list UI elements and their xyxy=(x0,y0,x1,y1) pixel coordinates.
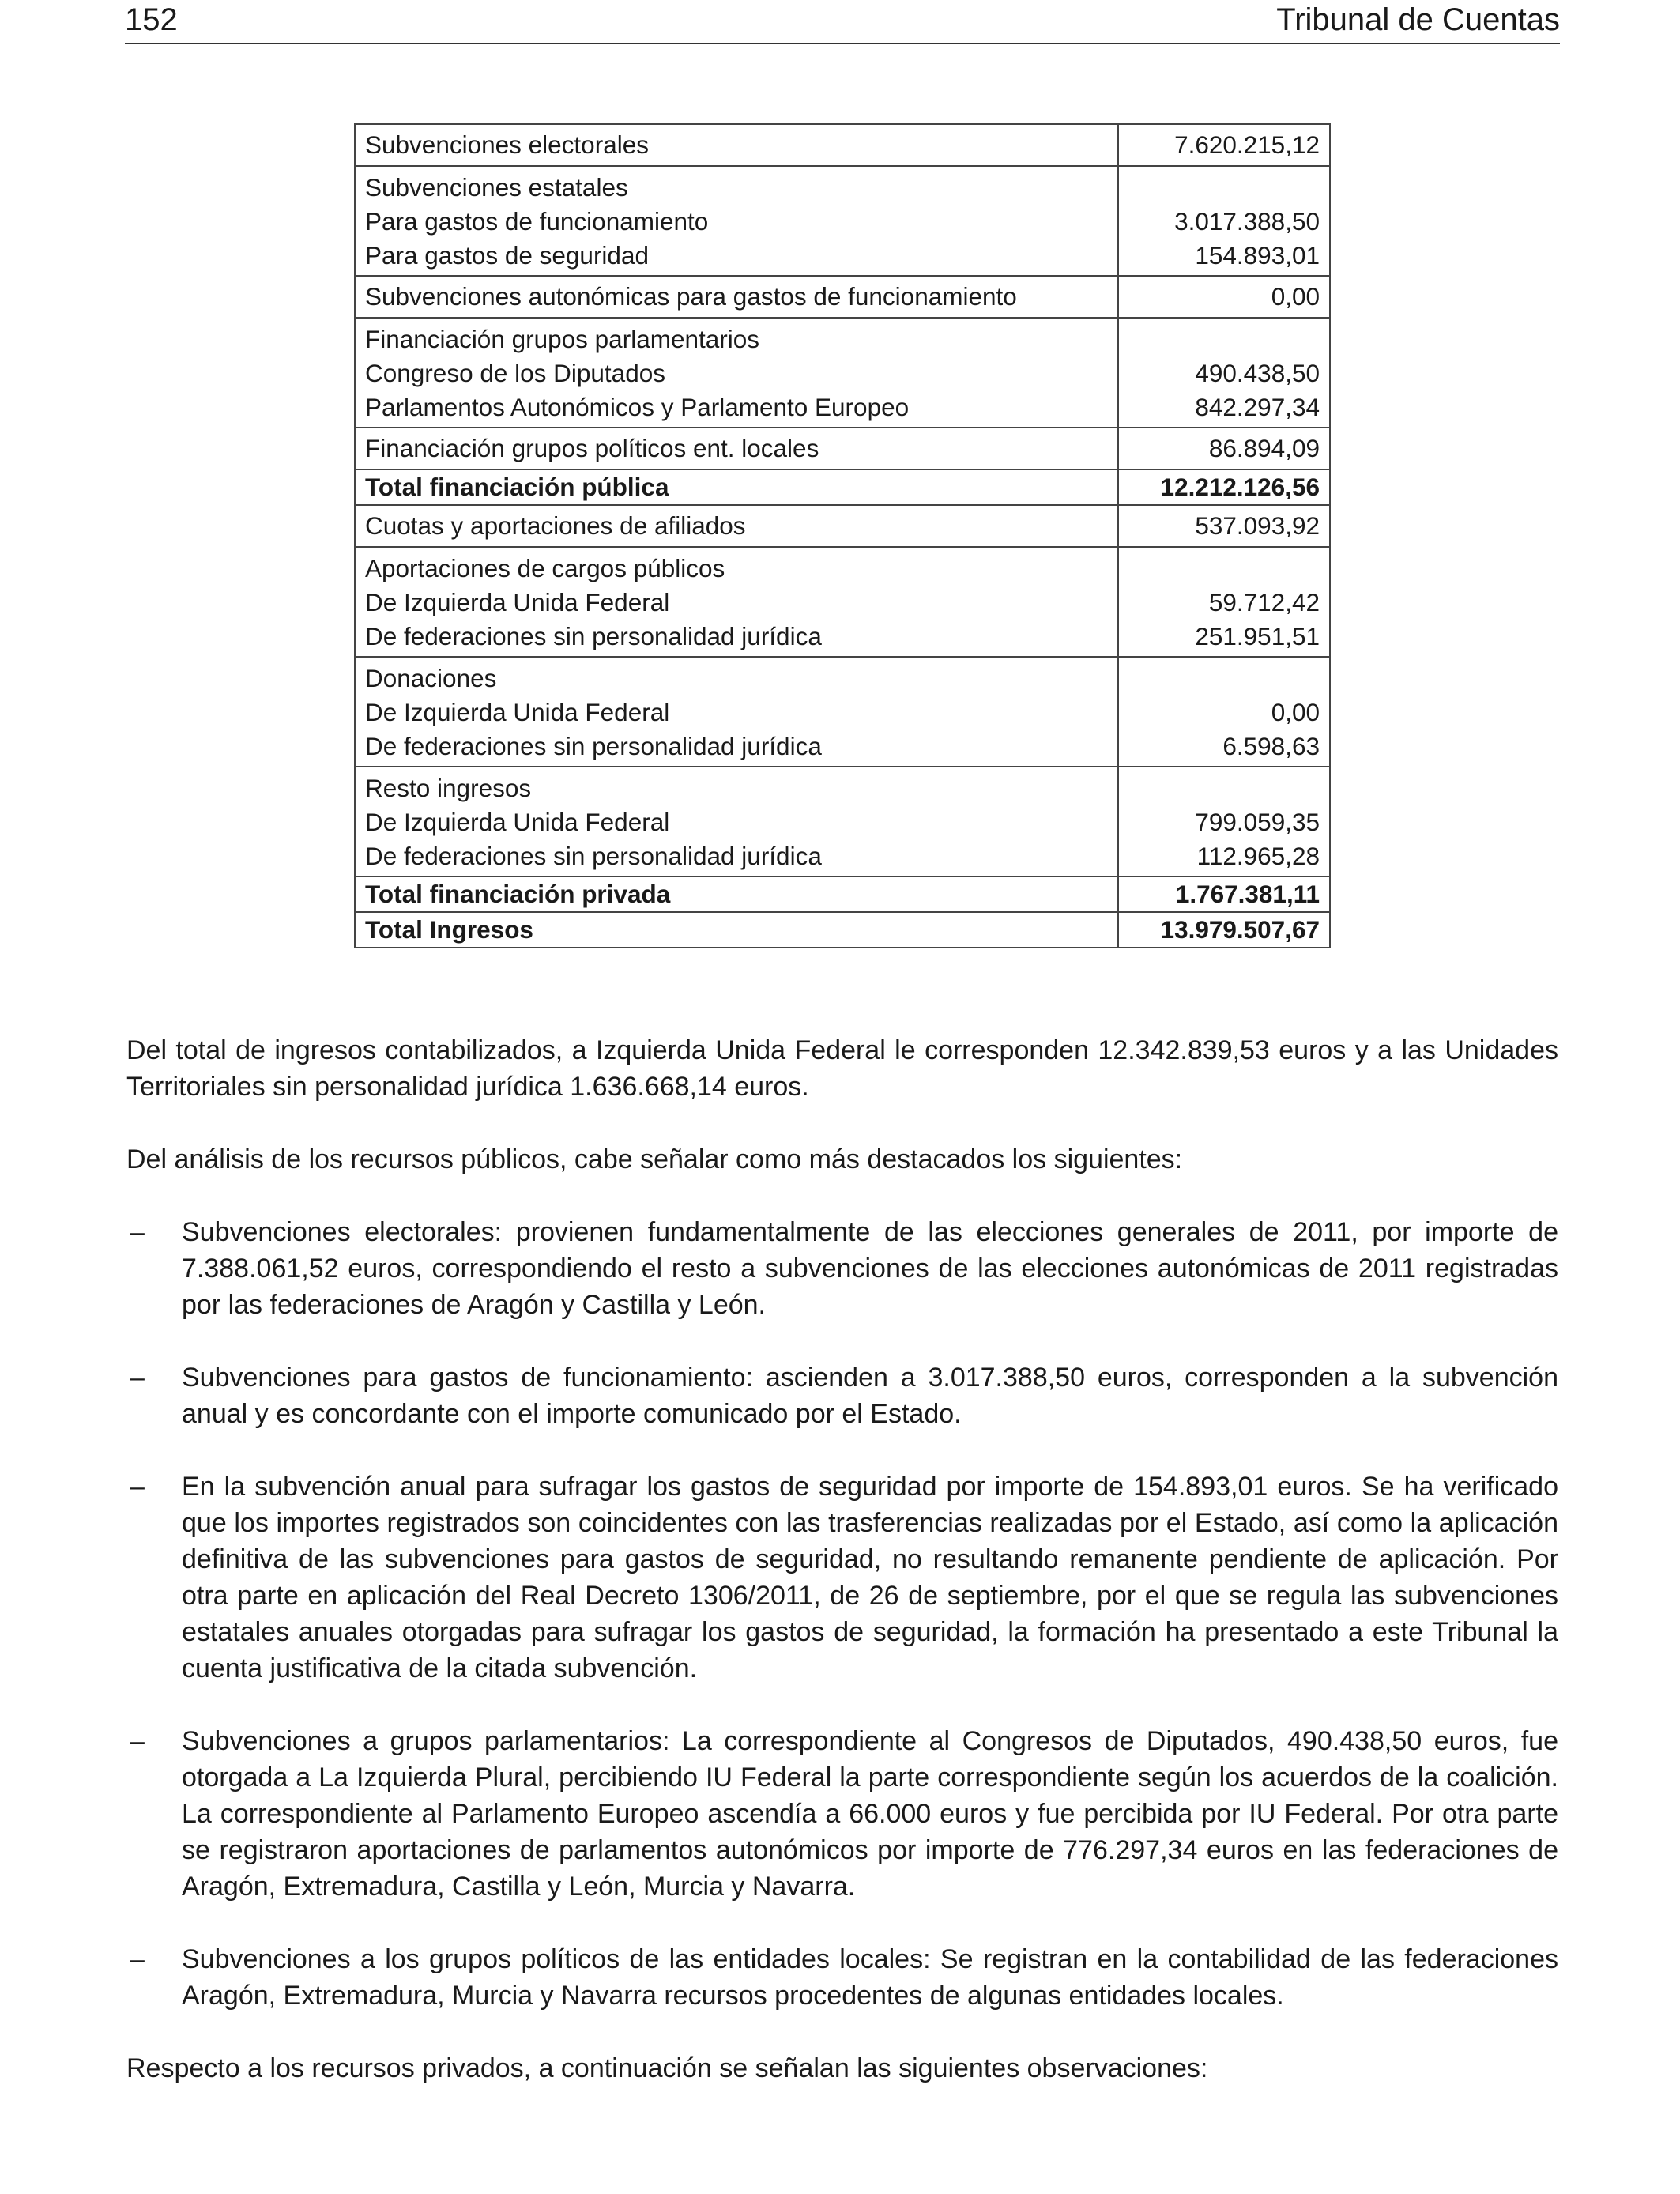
row-amount xyxy=(1128,662,1320,696)
income-table xyxy=(354,123,1331,948)
row-amount: 112.965,28 xyxy=(1196,842,1320,870)
row-amount: 799.059,35 xyxy=(1195,808,1320,836)
row-amount: 251.951,51 xyxy=(1195,622,1320,650)
paragraph-public-resources-intro: Del análisis de los recursos públicos, cabe señalar como más destacados los siguientes: xyxy=(126,1144,1183,1174)
paragraph-income-split: Del total de ingresos contabilizados, a Izquierda Unida Federal le corresponden 12.342.839,53 euros y a las Unidades Territoriales sin personalidad jurídica 1.636.668,14 euros. xyxy=(126,1035,1558,1102)
list-item-text: Subvenciones electorales: provienen fundamentalmente de las elecciones generales de 2011, por importe de 7.388.061,52 euros, correspondiendo el resto a subvenciones de las elecciones autonómicas de 2011 registradas por las federaciones de Aragón y Castilla y León. xyxy=(182,1217,1558,1320)
dash-bullet: – xyxy=(130,1726,145,1756)
list-item xyxy=(126,1214,1558,1323)
table-row xyxy=(355,547,1330,657)
row-label-cell xyxy=(355,547,1118,657)
row-amount-cell xyxy=(1118,767,1330,876)
row-label: Financiación grupos parlamentarios xyxy=(365,325,760,353)
row-label-cell xyxy=(355,318,1118,428)
public-resources-list xyxy=(126,1214,1558,2014)
row-amount: 0,00 xyxy=(1271,282,1320,311)
dash-bullet: – xyxy=(130,1217,145,1247)
row-label: Financiación grupos políticos ent. locales xyxy=(365,434,819,462)
row-label-cell xyxy=(355,124,1118,166)
row-label-cell xyxy=(355,657,1118,767)
row-label-cell xyxy=(355,428,1118,469)
row-amount-cell xyxy=(1118,912,1330,948)
row-label: Aportaciones de cargos públicos xyxy=(365,554,725,582)
row-amount xyxy=(1128,771,1320,805)
list-item xyxy=(126,1941,1558,2014)
table-row xyxy=(355,657,1330,767)
table-row xyxy=(355,124,1330,166)
row-label: Total Ingresos xyxy=(365,915,533,944)
row-label-cell xyxy=(355,505,1118,547)
row-label: Subvenciones autonómicas para gastos de funcionamiento xyxy=(365,282,1017,311)
row-amount-cell xyxy=(1118,166,1330,276)
row-amount xyxy=(1128,322,1320,356)
row-amount: 842.297,34 xyxy=(1195,393,1320,421)
row-label: De Izquierda Unida Federal xyxy=(365,808,670,836)
row-amount-cell xyxy=(1118,657,1330,767)
table-row xyxy=(355,505,1330,547)
page-header xyxy=(125,0,1560,44)
publication-title: Tribunal de Cuentas xyxy=(1276,2,1560,37)
row-amount-cell xyxy=(1118,505,1330,547)
row-amount-cell xyxy=(1118,318,1330,428)
row-label: Cuotas y aportaciones de afiliados xyxy=(365,511,746,540)
list-item-text: Subvenciones a los grupos políticos de las entidades locales: Se registran en la contabilidad de las federaciones Aragón, Extremadura, Murcia y Navarra recursos procedentes de algunas entidades locales. xyxy=(182,1944,1558,2011)
row-amount: 12.212.126,56 xyxy=(1160,473,1320,501)
table-row xyxy=(355,318,1330,428)
row-amount-cell xyxy=(1118,124,1330,166)
table-total-row xyxy=(355,469,1330,505)
table-row xyxy=(355,767,1330,876)
table-row xyxy=(355,166,1330,276)
row-label: Resto ingresos xyxy=(365,774,532,802)
row-amount xyxy=(1128,552,1320,586)
row-amount-cell xyxy=(1118,876,1330,912)
paragraph-private-resources-intro: Respecto a los recursos privados, a continuación se señalan las siguientes observaciones: xyxy=(126,2053,1208,2083)
row-label-cell xyxy=(355,912,1118,948)
list-item-text: Subvenciones para gastos de funcionamiento: ascienden a 3.017.388,50 euros, corresponden a la subvención anual y es concordante con el importe comunicado por el Estado. xyxy=(182,1363,1558,1429)
dash-bullet: – xyxy=(130,1363,145,1393)
table-row xyxy=(355,276,1330,318)
row-amount-cell xyxy=(1118,469,1330,505)
row-label-cell xyxy=(355,767,1118,876)
row-amount: 59.712,42 xyxy=(1208,588,1320,616)
row-label-cell xyxy=(355,876,1118,912)
table-row xyxy=(355,428,1330,469)
row-label: Parlamentos Autonómicos y Parlamento Europeo xyxy=(365,393,910,421)
list-item xyxy=(126,1468,1558,1687)
row-amount: 154.893,01 xyxy=(1195,241,1320,270)
row-label: De federaciones sin personalidad jurídica xyxy=(365,732,822,760)
row-label: Subvenciones estatales xyxy=(365,173,628,202)
row-amount: 537.093,92 xyxy=(1195,511,1320,540)
row-label: Total financiación privada xyxy=(365,880,671,908)
table-total-row xyxy=(355,876,1330,912)
row-label: Subvenciones electorales xyxy=(365,130,649,159)
row-amount: 7.620.215,12 xyxy=(1174,130,1320,159)
row-label-cell xyxy=(355,469,1118,505)
row-amount-cell xyxy=(1118,428,1330,469)
row-amount: 0,00 xyxy=(1271,698,1320,726)
row-label-cell xyxy=(355,166,1118,276)
list-item-text: En la subvención anual para sufragar los gastos de seguridad por importe de 154.893,01 euros. Se ha verificado que los importes registrados son coincidentes con las trasferencias realizadas por el Estado, así como la aplicación definitiva de las subvenciones para gastos de seguridad, no resultando remanente pendiente de aplicación. Por otra parte en aplicación del Real Decreto 1306/2011, de 26 de septiembre, por el que se regula las subvenciones estatales anuales otorgadas para sufragar los gastos de seguridad, la formación ha presentado a este Tribunal la cuenta justificativa de la citada subvención. xyxy=(182,1472,1558,1683)
page-number: 152 xyxy=(125,2,178,37)
row-amount: 13.979.507,67 xyxy=(1160,915,1320,944)
row-label: Total financiación pública xyxy=(365,473,669,501)
dash-bullet: – xyxy=(130,1472,145,1502)
body-text xyxy=(126,1032,1558,2123)
list-item xyxy=(126,1723,1558,1905)
row-label: De Izquierda Unida Federal xyxy=(365,698,670,726)
dash-bullet: – xyxy=(130,1944,145,1974)
row-label: De federaciones sin personalidad jurídica xyxy=(365,842,822,870)
row-label: Congreso de los Diputados xyxy=(365,359,665,387)
row-label: Para gastos de seguridad xyxy=(365,241,649,270)
row-amount xyxy=(1128,171,1320,205)
income-table-body xyxy=(355,124,1330,948)
row-amount: 86.894,09 xyxy=(1208,434,1320,462)
row-amount-cell xyxy=(1118,276,1330,318)
list-item-text: Subvenciones a grupos parlamentarios: La correspondiente al Congresos de Diputados, 490.438,50 euros, fue otorgada a La Izquierda Plural, percibiendo IU Federal la parte correspondiente según los acuerdos de la coalición. La correspondiente al Parlamento Europeo ascendía a 66.000 euros y fue percibida por IU Federal. Por otra parte se registraron aportaciones de parlamentos autonómicos por importe de 776.297,34 euros en las federaciones de Aragón, Extremadura, Castilla y León, Murcia y Navarra. xyxy=(182,1726,1558,1902)
row-amount: 1.767.381,11 xyxy=(1175,880,1320,908)
row-amount-cell xyxy=(1118,547,1330,657)
row-label: Para gastos de funcionamiento xyxy=(365,207,709,236)
list-item xyxy=(126,1359,1558,1432)
row-amount: 6.598,63 xyxy=(1222,732,1320,760)
row-amount: 490.438,50 xyxy=(1195,359,1320,387)
row-label: Donaciones xyxy=(365,664,497,692)
row-label: De Izquierda Unida Federal xyxy=(365,588,670,616)
row-label-cell xyxy=(355,276,1118,318)
table-total-row xyxy=(355,912,1330,948)
row-amount: 3.017.388,50 xyxy=(1174,207,1320,236)
row-label: De federaciones sin personalidad jurídica xyxy=(365,622,822,650)
